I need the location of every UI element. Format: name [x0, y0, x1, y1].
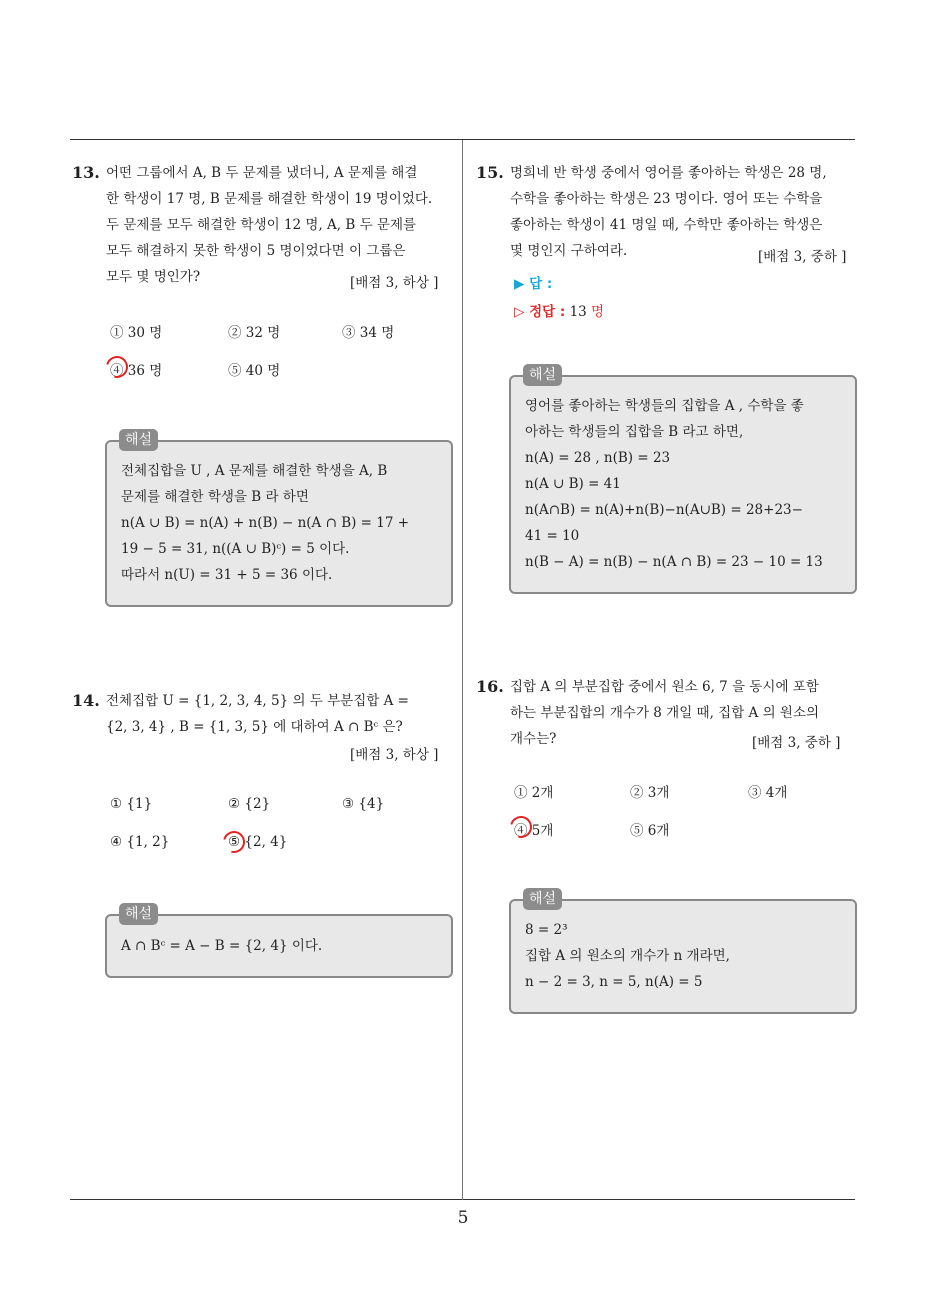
solution-tag: 해설	[523, 364, 562, 386]
choice-3[interactable]: ③ 4개	[748, 785, 788, 801]
points-label: [배점 3, 중하 ]	[758, 249, 847, 265]
question-number: 16.	[476, 677, 504, 696]
solution-line: 아하는 학생들의 집합을 B 라고 하면,	[525, 424, 744, 440]
solution-text	[121, 933, 441, 959]
correct-answer-label: ▷ 정답 :	[514, 304, 566, 320]
solution-line: 8 = 2³	[525, 922, 568, 938]
choice-2[interactable]: ② {2}	[228, 796, 271, 812]
solution-line: 19 − 5 = 31, n((A ∪ B)ᶜ) = 5 이다.	[121, 541, 350, 557]
question-line: 개수는?	[510, 731, 557, 747]
question-line: 명희네 반 학생 중에서 영어를 좋아하는 학생은 28 명,	[510, 165, 827, 181]
correct-answer	[514, 300, 604, 320]
question-line: 몇 명인지 구하여라.	[510, 243, 628, 259]
solution-line: A ∩ Bᶜ = A − B = {2, 4} 이다.	[121, 938, 323, 954]
choice-2[interactable]: ② 32 명	[228, 325, 281, 341]
answer-field[interactable]	[514, 272, 552, 292]
solution-tag: 해설	[523, 888, 562, 910]
correct-answer-value: 13	[569, 304, 587, 320]
choice-1[interactable]: ① 30 명	[110, 325, 163, 341]
points-label: [배점 3, 중하 ]	[752, 735, 841, 751]
solution-box	[509, 367, 857, 594]
solution-box	[105, 906, 453, 978]
choice-4[interactable]: ④ 5개	[514, 823, 554, 839]
solution-line: n(A) = 28 , n(B) = 23	[525, 450, 671, 466]
solution-line: 따라서 n(U) = 31 + 5 = 36 이다.	[121, 567, 333, 583]
solution-line: 영어를 좋아하는 학생들의 집합을 A , 수학을 좋	[525, 398, 804, 414]
choice-5[interactable]: ⑤ 6개	[630, 823, 670, 839]
choice-2[interactable]: ② 3개	[630, 785, 670, 801]
choice-3[interactable]: ③ {4}	[342, 796, 385, 812]
choice-5[interactable]: ⑤ 40 명	[228, 363, 281, 379]
solution-tag: 해설	[119, 429, 158, 451]
solution-line: n − 2 = 3, n = 5, n(A) = 5	[525, 974, 703, 990]
solution-text	[525, 393, 845, 575]
question-line: 좋아하는 학생이 41 명일 때, 수학만 좋아하는 학생은	[510, 217, 823, 233]
solution-line: n(A ∪ B) = 41	[525, 476, 621, 492]
choice-4[interactable]: ④ 36 명	[110, 363, 163, 379]
column-divider	[462, 140, 463, 1200]
question-line: 집합 A 의 부분집합 중에서 원소 6, 7 을 동시에 포함	[510, 679, 819, 695]
question-line: 수학을 좋아하는 학생은 23 명이다. 영어 또는 수학을	[510, 191, 823, 207]
solution-line: 전체집합을 U , A 문제를 해결한 학생을 A, B	[121, 463, 388, 479]
question-number: 13.	[72, 163, 100, 182]
question-line: 두 문제를 모두 해결한 학생이 12 명, A, B 두 문제를	[106, 217, 417, 233]
solution-line: 41 = 10	[525, 528, 580, 544]
choice-3[interactable]: ③ 34 명	[342, 325, 395, 341]
question-line: 모두 해결하지 못한 학생이 5 명이었다면 이 그룹은	[106, 243, 406, 259]
question-line: 하는 부분집합의 개수가 8 개일 때, 집합 A 의 원소의	[510, 705, 820, 721]
solution-line: 문제를 해결한 학생을 B 라 하면	[121, 489, 309, 505]
solution-text	[525, 917, 845, 995]
solution-box	[509, 891, 857, 1014]
points-label: [배점 3, 하상 ]	[350, 747, 439, 763]
question-line: 어떤 그룹에서 A, B 두 문제를 냈더니, A 문제를 해결	[106, 165, 418, 181]
selected-answer-mark	[219, 827, 249, 857]
choice-5[interactable]: ⑤ {2, 4}	[228, 834, 288, 850]
solution-line: n(A∩B) = n(A)+n(B)−n(A∪B) = 28+23−	[525, 502, 803, 518]
question-line: 모두 몇 명인가?	[106, 269, 201, 285]
solution-box	[105, 432, 453, 607]
points-label: [배점 3, 하상 ]	[350, 275, 439, 291]
solution-text	[121, 458, 441, 588]
page-number: 5	[457, 1208, 469, 1228]
solution-line: 집합 A 의 원소의 개수가 n 개라면,	[525, 948, 730, 964]
question-text	[106, 688, 456, 740]
correct-answer-unit: 명	[591, 304, 605, 320]
choice-4[interactable]: ④ {1, 2}	[110, 834, 170, 850]
question-line: {2, 3, 4} , B = {1, 3, 5} 에 대하여 A ∩ Bᶜ 은?	[106, 719, 403, 735]
solution-line: n(A ∪ B) = n(A) + n(B) − n(A ∩ B) = 17 +	[121, 515, 410, 531]
question-number: 15.	[476, 163, 504, 182]
question-line: 전체집합 U = {1, 2, 3, 4, 5} 의 두 부분집합 A =	[106, 693, 409, 709]
question-line: 한 학생이 17 명, B 문제를 해결한 학생이 19 명이었다.	[106, 191, 433, 207]
answer-label: ▶ 답 :	[514, 276, 553, 292]
solution-line: n(B − A) = n(B) − n(A ∩ B) = 23 − 10 = 13	[525, 554, 823, 570]
choice-1[interactable]: ① {1}	[110, 796, 153, 812]
question-number: 14.	[72, 691, 100, 710]
choice-1[interactable]: ① 2개	[514, 785, 554, 801]
solution-tag: 해설	[119, 903, 158, 925]
